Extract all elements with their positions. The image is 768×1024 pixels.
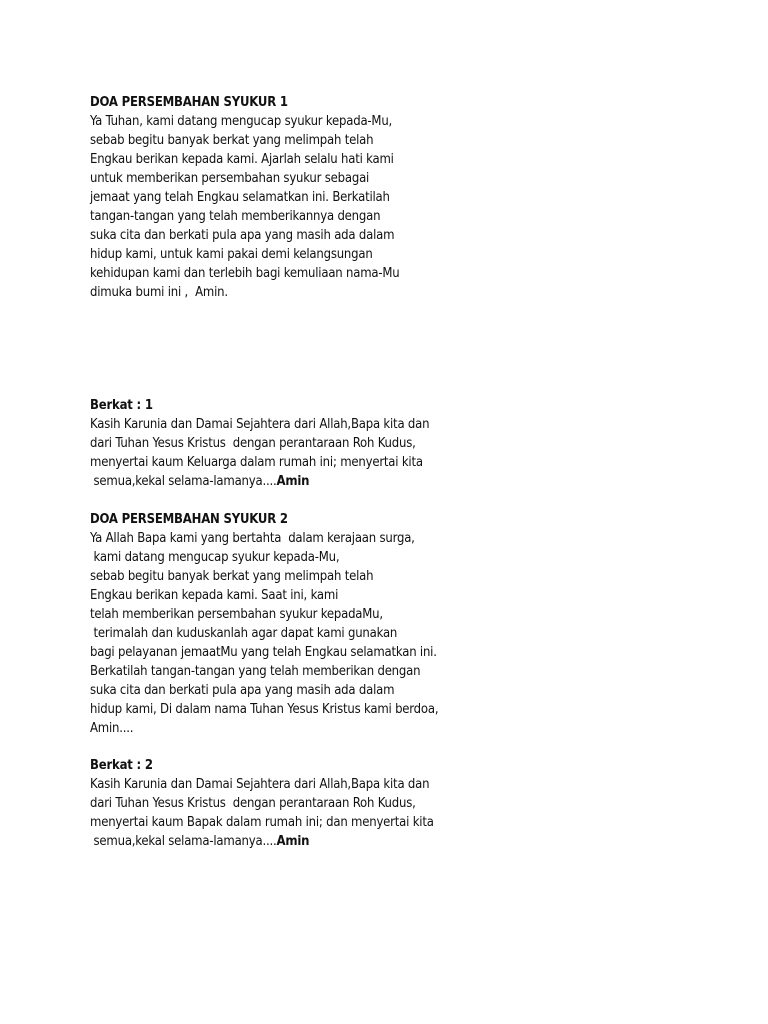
doa-line: untuk memberikan persembahan syukur sebagai	[90, 171, 370, 186]
doa-title-1: DOA PERSEMBAHAN SYUKUR 1	[90, 95, 288, 110]
doa-line: telah memberikan persembahan syukur kepadaMu,	[90, 607, 383, 622]
doa-line: sebab begitu banyak berkat yang melimpah telah	[90, 569, 374, 584]
doa-line: dimuka bumi ini , Amin.	[90, 285, 228, 300]
doa-line: kehidupan kami dan terlebih bagi kemuliaan nama-Mu	[90, 266, 400, 281]
doa-line: terimalah dan kuduskanlah agar dapat kami gunakan	[90, 626, 398, 641]
doa-line: Engkau berikan kepada kami. Saat ini, kami	[90, 588, 339, 603]
berkat-line: dari Tuhan Yesus Kristus dengan perantaraan Roh Kudus,	[90, 436, 416, 451]
berkat-line-last	[90, 472, 690, 491]
berkat-line-text: semua,kekal selama-lamanya....	[90, 474, 277, 489]
berkat-line: Kasih Karunia dan Damai Sejahtera dari Allah,Bapa kita dan	[90, 777, 430, 792]
berkat-line: menyertai kaum Keluarga dalam rumah ini; menyertai kita	[90, 455, 423, 470]
berkat-title-1: Berkat : 1	[90, 398, 153, 413]
doa-line: suka cita dan berkati pula apa yang masih ada dalam	[90, 683, 395, 698]
doa-line: tangan-tangan yang telah memberikannya dengan	[90, 209, 381, 224]
doa-line: Engkau berikan kepada kami. Ajarlah selalu hati kami	[90, 152, 394, 167]
amin-bold: Amin	[276, 474, 310, 489]
berkat-line-text: semua,kekal selama-lamanya....	[90, 834, 277, 849]
doa-line: Ya Tuhan, kami datang mengucap syukur kepada-Mu,	[90, 114, 393, 129]
doa-line: suka cita dan berkati pula apa yang masih ada dalam	[90, 228, 395, 243]
doa-line: hidup kami, Di dalam nama Tuhan Yesus Kristus kami berdoa,	[90, 702, 439, 717]
doa-line: Amin....	[90, 721, 134, 736]
berkat-line: dari Tuhan Yesus Kristus dengan perantaraan Roh Kudus,	[90, 796, 416, 811]
doa-line: sebab begitu banyak berkat yang melimpah telah	[90, 133, 374, 148]
berkat-line: menyertai kaum Bapak dalam rumah ini; dan menyertai kita	[90, 815, 434, 830]
doa-title-2: DOA PERSEMBAHAN SYUKUR 2	[90, 512, 288, 527]
amin-bold: Amin	[276, 834, 310, 849]
doa-line: Berkatilah tangan-tangan yang telah memberikan dengan	[90, 664, 421, 679]
doa-line: Ya Allah Bapa kami yang bertahta dalam kerajaan surga,	[90, 531, 415, 546]
berkat-line-last	[90, 832, 690, 851]
berkat-section-1	[90, 396, 690, 491]
berkat-title-2: Berkat : 2	[90, 758, 153, 773]
doa-section-2	[90, 510, 690, 738]
berkat-line: Kasih Karunia dan Damai Sejahtera dari Allah,Bapa kita dan	[90, 417, 430, 432]
doa-line: jemaat yang telah Engkau selamatkan ini. Berkatilah	[90, 190, 390, 205]
doa-section-1	[90, 93, 690, 302]
doa-line: bagi pelayanan jemaatMu yang telah Engkau selamatkan ini.	[90, 645, 437, 660]
berkat-section-2	[90, 756, 690, 851]
doa-line: kami datang mengucap syukur kepada-Mu,	[90, 550, 340, 565]
doa-line: hidup kami, untuk kami pakai demi kelangsungan	[90, 247, 373, 262]
